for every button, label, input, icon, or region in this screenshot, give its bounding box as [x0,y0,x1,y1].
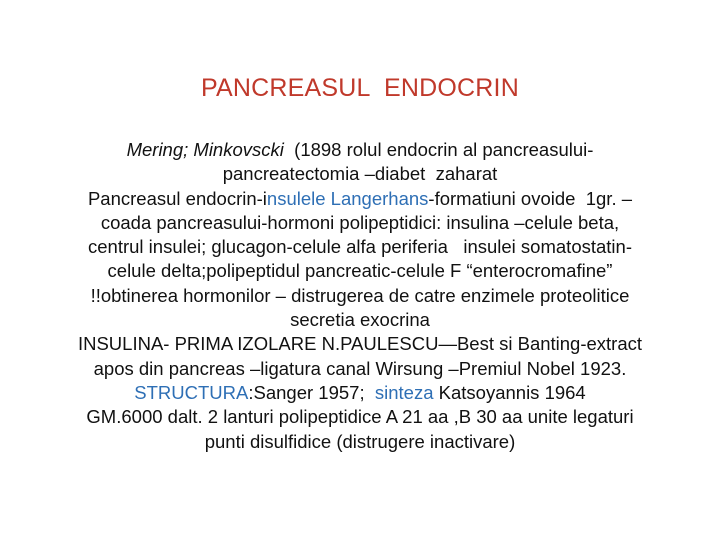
text-line-2: pancreatectomia –diabet zaharat [222,163,498,185]
text-line-8: secretia exocrina [290,309,430,331]
text-line-3 [30,187,690,211]
text-line-5: centrul insulei; glucagon-celule alfa periferia insulei somatostatin- [88,236,632,258]
text-segment: -formatiuni ovoide 1gr. – [428,187,633,209]
text-line-7: !!obtinerea hormonilor – distrugerea de catre enzimele proteolitice [90,284,630,306]
slide-body [30,138,690,454]
text-line-1 [30,138,690,162]
text-line-9: INSULINA- PRIMA IZOLARE N.PAULESCU—Best si Banting-extract [77,333,643,355]
text-segment: (1898 rolul endocrin al pancreasului- [283,139,594,160]
text-line-12: GM.6000 dalt. 2 lanturi polipeptidice A 21 aa ,B 30 aa unite legaturi [86,406,634,428]
slide-title: PANCREASUL ENDOCRIN [201,74,519,102]
text-line-6: celule delta;polipeptidul pancreatic-celule F “enterocromafine” [107,260,613,282]
text-segment: :Sanger 1957; [248,381,375,403]
text-line-4: coada pancreasului-hormoni polipeptidici: insulina –celule beta, [100,211,620,233]
text-segment: Katsoyannis 1964 [433,381,586,403]
text-line-10: apos din pancreas –ligatura canal Wirsung –Premiul Nobel 1923. [93,357,627,379]
text-segment: Pancreasul endocrin-i [87,187,267,209]
authors-text: Mering; Minkovscki [126,139,284,160]
highlight-sinteza: sinteza [374,381,434,403]
highlight-structura: STRUCTURA [134,381,249,403]
text-line-13: punti disulfidice (distrugere inactivare) [204,430,516,452]
text-line-11 [30,381,690,405]
highlight-langerhans: nsulele Langerhans [266,187,429,209]
